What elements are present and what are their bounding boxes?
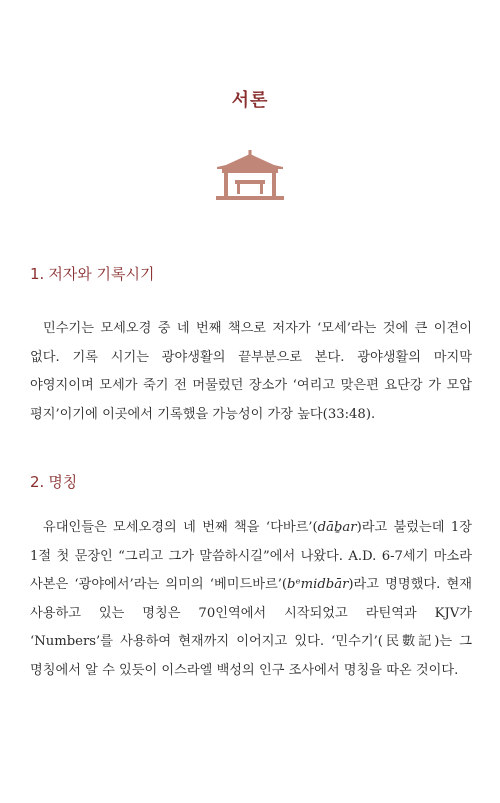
section-heading-name — [30, 471, 77, 492]
page-title: 서론 — [231, 90, 269, 111]
section-heading-author — [30, 263, 155, 284]
paragraph-text: 유대인들은 모세오경의 네 번째 책을 ‘다바르’( — [43, 520, 318, 535]
section-number: 2. — [30, 473, 45, 491]
section-title: 저자와 기록시기 — [48, 265, 155, 283]
transliteration: bᵉmidbār — [287, 577, 349, 593]
transliteration: dāḇar — [317, 520, 357, 535]
paragraph-name — [30, 514, 472, 686]
paragraph-author: 민수기는 모세오경 중 네 번째 책으로 저자가 ‘모세’라는 것에 큰 이견이 없다. 기록 시기는 광야생활의 끝부분으로 본다. 광야생활의 마지막 야영지이며 모세가 죽기 전 머물렀던 장소가 ‘여리고 맞은편 요단강 가 모압 평지’이기에 이곳에서 기록했을 가능성이 가장 높다(33:48). — [30, 321, 472, 422]
paragraph-text: )라고 불렀는데 1장 1절 첫 문장인 “그리고 그가 말씀하시길”에서 나왔다. A.D. 6-7세기 마소라 사본은 ‘광야에서’라는 의미의 ‘베미드바르’( — [30, 520, 472, 593]
section-number: 1. — [30, 265, 45, 283]
paragraph-text: )라고 명명했다. 현재 사용하고 있는 명칭은 70인역에서 시작되었고 라틴역과 KJV가 ‘Numbers’를 사용하여 현재까지 이어지고 있다. ‘민수기’(民數記)는 그 명칭에서 알 수 있듯이 이스라엘 백성의 인구 조사에서 명칭을 따온 것이다. — [30, 577, 472, 678]
pavilion-icon — [208, 150, 292, 200]
section-title: 명칭 — [48, 473, 78, 491]
